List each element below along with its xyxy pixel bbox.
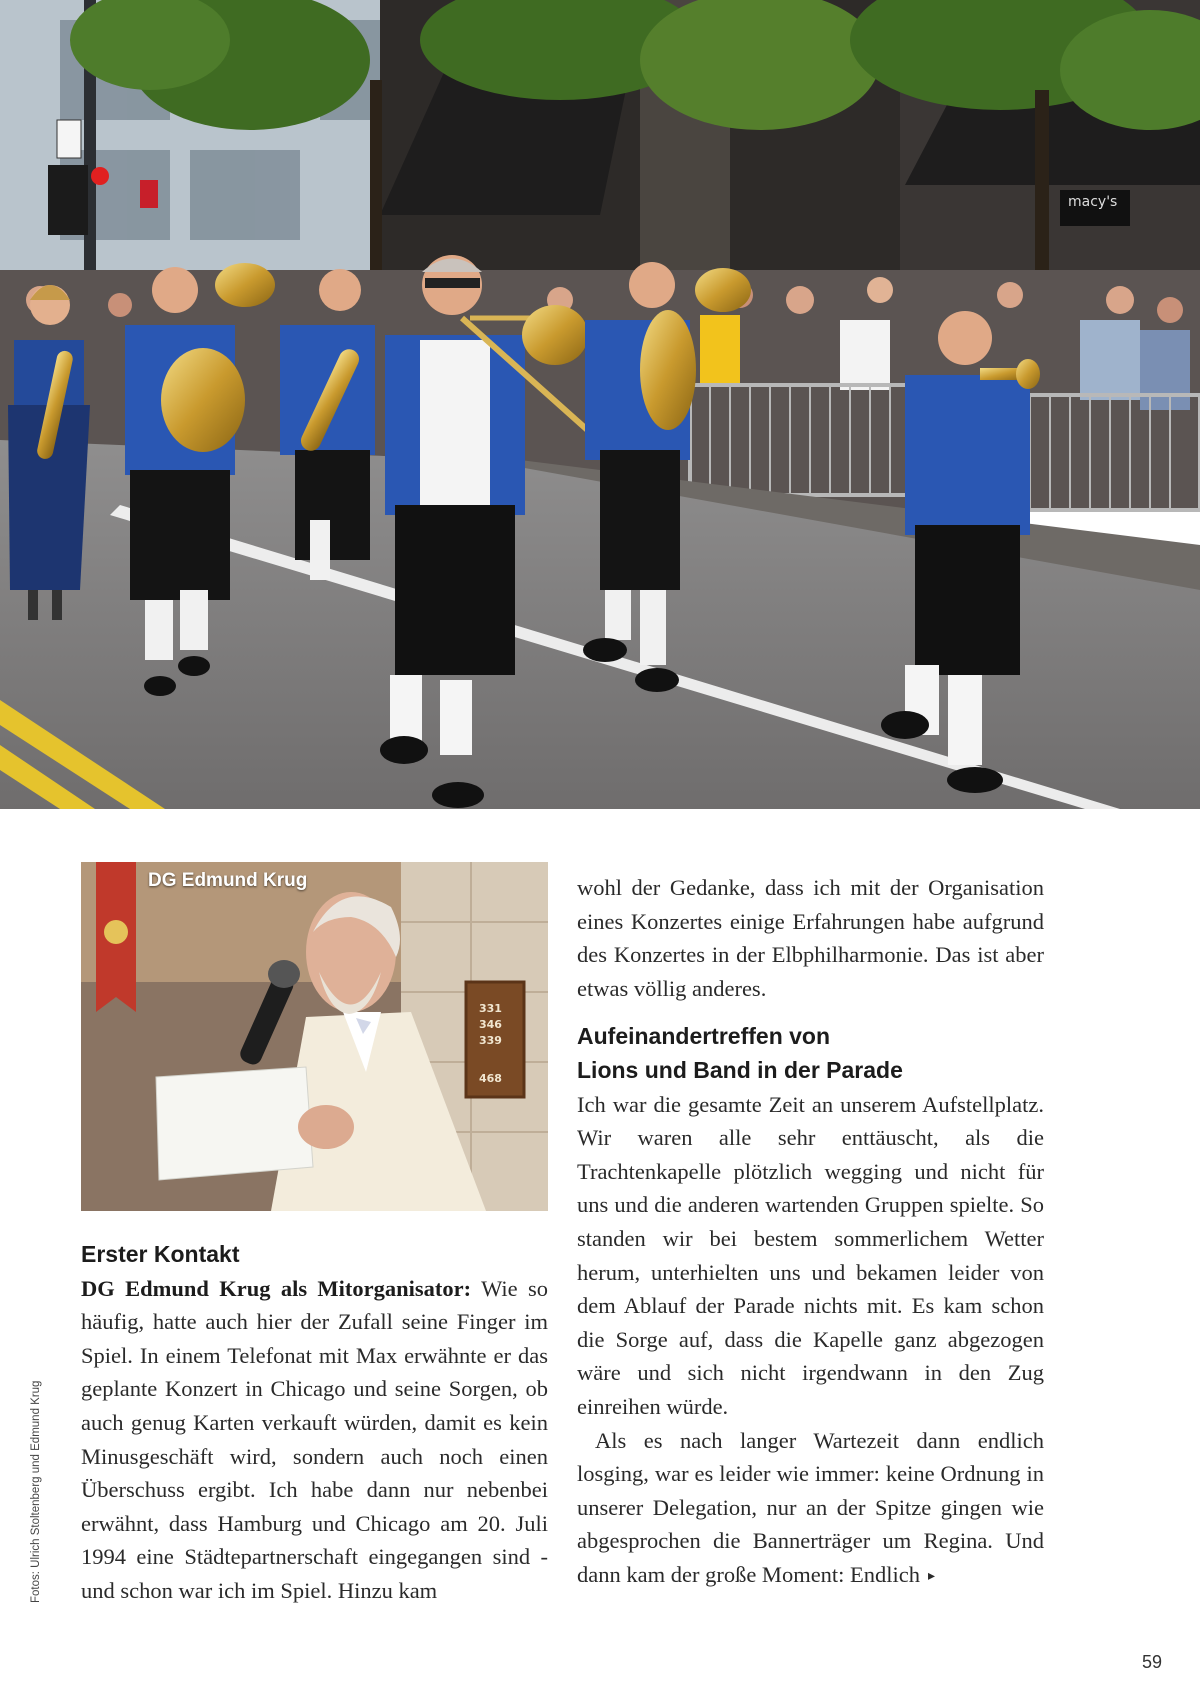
hymn-number: 468: [479, 1072, 502, 1085]
parade-band-photo: [0, 0, 1200, 809]
photo-credit: Fotos: Ulrich Stoltenberg und Edmund Krug: [30, 1380, 42, 1603]
photo-caption: DG Edmund Krug: [148, 870, 308, 891]
paragraph: [577, 1424, 1044, 1594]
paragraph-text: Als es nach langer Wartezeit dann endlich losging, war es leider wie immer: keine Ordnung in unserer Delegation, nur an der Spitze gingen wie abgesprochen die Bannerträger um Regina. Und dann kam der große Moment: Endlich: [577, 1427, 1044, 1587]
heading-line: Lions und Band in der Parade: [577, 1056, 903, 1083]
svg-text:macy's: macy's: [1068, 194, 1118, 210]
continuation-paragraph: wohl der Gedanke, dass ich mit der Organisation eines Konzertes einige Erfahrungen habe aufgrund des Konzertes in der Elbphilharmonie. Das ist aber etwas völlig anderes.: [577, 875, 1044, 1001]
lead-in: DG Edmund Krug als Mitorganisator:: [81, 1275, 472, 1301]
hymn-number: 331: [479, 1002, 502, 1015]
hymn-number: 339: [479, 1034, 502, 1047]
continue-arrow-icon: ▸: [928, 1568, 936, 1584]
section-heading: [577, 1020, 1044, 1087]
right-column: [577, 871, 1044, 1593]
heading-line: Aufeinandertreffen von: [577, 1023, 831, 1050]
paragraph: Ich war die gesamte Zeit an unserem Aufstellplatz. Wir waren alle sehr enttäuscht, als die Trachtenkapelle plötzlich wegging und nicht für uns und die anderen wartenden Gruppen spielte. So standen wir bei bestem sommerlichem Wetter herum, unterhielten uns und bekamen leider von dem Ablauf der Parade nichts mit. Es kam schon die Sorge auf, dass die Kapelle ganz abgezogen wäre und sich nicht irgendwann in den Zug einreihen würde.: [577, 1091, 1044, 1419]
paragraph-text: Wie so häufig, hatte auch hier der Zufall seine Finger im Spiel. In einem Telefonat mit Max erwähnte er das geplante Konzert in Chicago und seine Sorgen, ob auch genug Karten verkauft würden, damit es kein Minusgeschäft wird, sondern auch noch einen Überschuss ergibt. Ich habe dann nur nebenbei erwähnt, dass Hamburg und Chicago am 20. Juli 1994 eine Städtepartnerschaft eingegangen sind - und schon war ich im Spiel. Hinzu kam: [81, 1275, 548, 1603]
left-column: [81, 1238, 548, 1608]
hymn-number: 346: [479, 1018, 502, 1031]
page-number: 59: [1142, 1652, 1163, 1672]
edmund-krug-photo: [81, 862, 548, 1211]
paragraph: [81, 1272, 548, 1608]
section-heading: Erster Kontakt: [81, 1241, 240, 1267]
